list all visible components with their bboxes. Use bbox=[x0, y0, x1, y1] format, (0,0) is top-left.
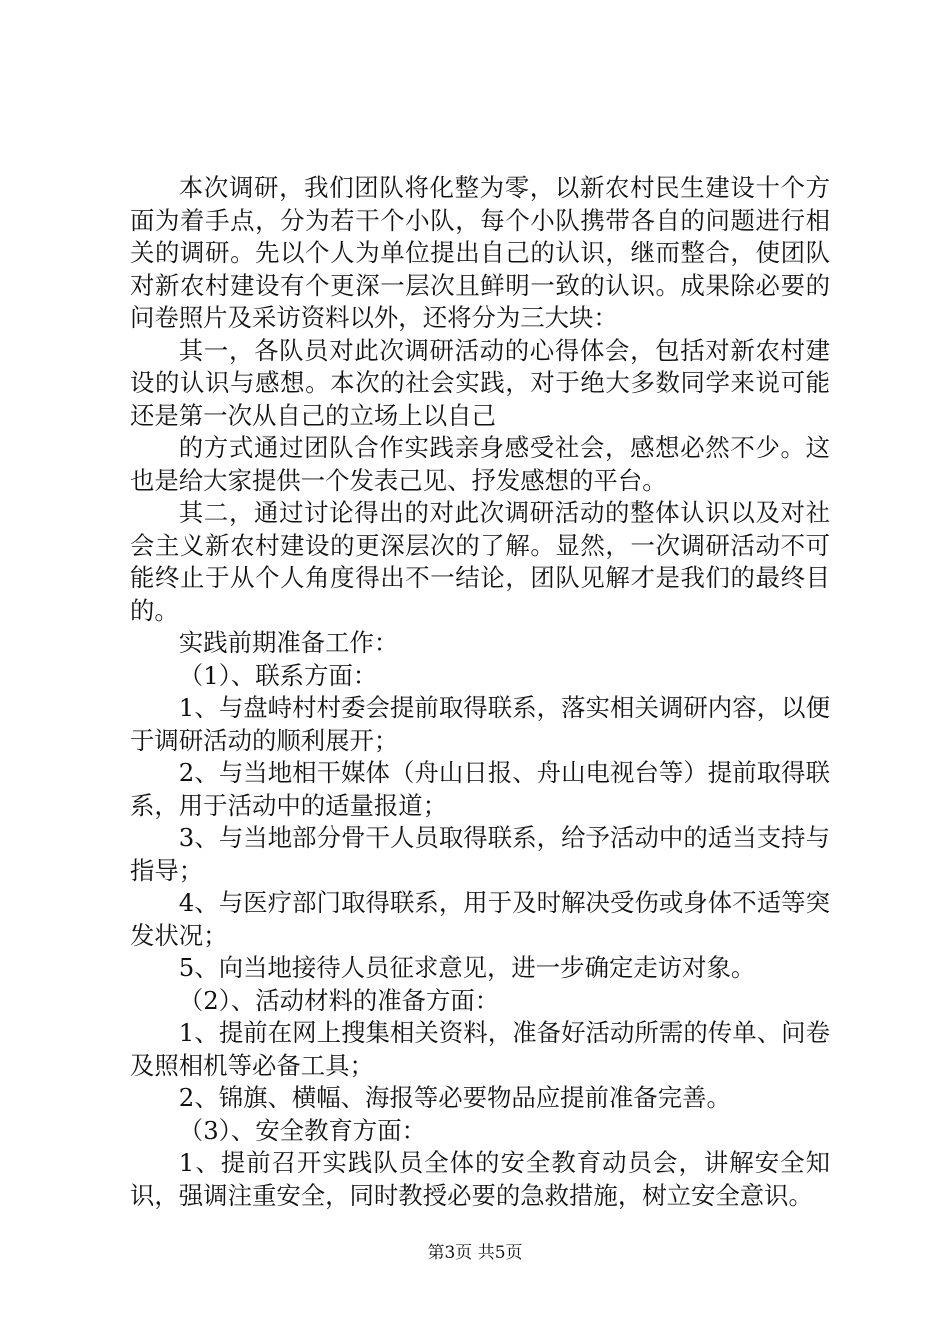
paragraph-part-one: 其一，各队员对此次调研活动的心得体会，包括对新农村建设的认识与感想。本次的社会实践，对于绝大多数同学来说可能还是第一次从自己的立场上以自己 bbox=[130, 335, 830, 430]
subsection-heading-materials: （2）、活动材料的准备方面： bbox=[178, 985, 500, 1015]
list-item-contact-2: 2、与当地相干媒体（舟山日报、舟山电视台等）提前取得联系，用于活动中的适量报道； bbox=[130, 758, 830, 820]
page-number-label: 第3页 共5页 bbox=[427, 1243, 523, 1263]
paragraph-part-two: 其二，通过讨论得出的对此次调研活动的整体认识以及对社会主义新农村建设的更深层次的了解。显然，一次调研活动不可能终止于从个人角度得出不一结论，团队见解才是我们的最终目的。 bbox=[130, 498, 830, 625]
list-item-contact-3: 3、与当地部分骨干人员取得联系，给予活动中的适当支持与指导； bbox=[130, 823, 830, 885]
list-item-materials-1: 1、提前在网上搜集相关资料，准备好活动所需的传单、问卷及照相机等必备工具； bbox=[130, 1018, 830, 1080]
page-footer bbox=[0, 1242, 950, 1264]
list-item-contact-5: 5、向当地接待人员征求意见，进一步确定走访对象。 bbox=[178, 953, 756, 982]
paragraph-research-plan: 本次调研，我们团队将化整为零，以新农村民生建设十个方面为着手点，分为若干个小队，每个小队携带各自的问题进行相关的调研。先以个人为单位提出自己的认识，继而整合，使团队对新农村建设有个更深一层次且鲜明一致的认识。成果除必要的问卷照片及采访资料以外，还将分为三大块： bbox=[130, 173, 830, 332]
section-heading-preparation: 实践前期准备工作： bbox=[178, 628, 399, 657]
list-item-contact-1: 1、与盘峙村村委会提前取得联系，落实相关调研内容，以便于调研活动的顺利展开； bbox=[130, 693, 830, 755]
list-item-materials-2: 2、锦旗、横幅、海报等必要物品应提前准备完善。 bbox=[178, 1083, 731, 1112]
list-item-contact-4: 4、与医疗部门取得联系，用于及时解决受伤或身体不适等突发状况； bbox=[130, 888, 830, 950]
list-item-safety-1: 1、提前召开实践队员全体的安全教育动员会，讲解安全知识，强调注重安全，同时教授必要的急救措施，树立安全意识。 bbox=[130, 1148, 830, 1210]
paragraph-part-one-continued: 的方式通过团队合作实践亲身感受社会，感想必然不少。这也是给大家提供一个发表己见、抒发感想的平台。 bbox=[130, 433, 830, 495]
document-body bbox=[130, 172, 830, 1212]
subsection-heading-contact: （1）、联系方面： bbox=[178, 660, 378, 690]
subsection-heading-safety: （3）、安全教育方面： bbox=[178, 1115, 427, 1145]
